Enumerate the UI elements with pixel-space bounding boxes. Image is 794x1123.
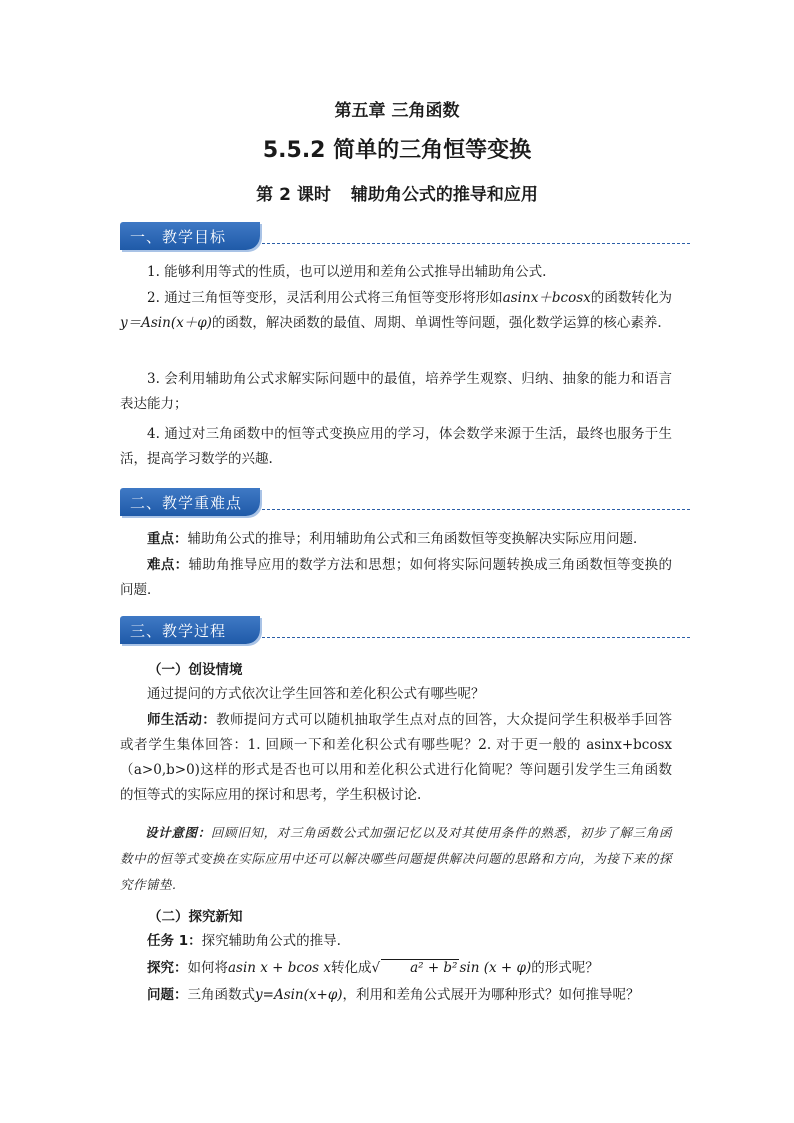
task-1	[120, 929, 672, 954]
section-header-keypoints	[120, 488, 690, 518]
chapter-title: 第五章 三角函数	[334, 101, 460, 121]
section-banner	[120, 616, 260, 644]
key-point	[120, 527, 672, 552]
activity-text: 教师提问方式可以随机抽取学生点对点的回答，大众提问学生积极举手回答或者学生集体回答：1. 回顾一下和差化积公式有哪些呢？2. 对于更一般的 asinx+bcosx（a>0,b>0)这样的形式是否也可以用和差化积公式进行化简呢？等问题引发学生三角函数的恒等式的实际应用的探讨和思考，学生积极讨论.	[120, 712, 673, 803]
goal-2-text-a: 2. 通过三角恒等变形，灵活利用公式将三角恒等变形将形如	[147, 290, 503, 306]
explore-label: 探究：	[147, 960, 188, 976]
key-point-text: 辅助角公式的推导；利用辅助角公式和三角函数恒等变换解决实际应用问题．	[187, 531, 647, 547]
task-label: 任务 1：	[147, 933, 202, 949]
difficult-point-label: 难点：	[147, 557, 189, 573]
explore-formula-1: asin x + bcos x	[228, 960, 331, 976]
goal-2-text-c: 的函数，解决函数的最值、周期、单调性等问题，强化数学运算的核心素养.	[211, 315, 662, 331]
dashed-divider	[262, 243, 690, 244]
goal-2-formula-2: y＝Asin(x＋φ)	[120, 315, 212, 331]
subsection-scenario: （一）创设情境	[148, 662, 243, 678]
question-label: 问题：	[147, 987, 188, 1003]
lesson-topic: 辅助角公式的推导和应用	[350, 185, 538, 205]
goal-4: 4. 通过对三角函数中的恒等式变换应用的学习，体会数学来源于生活，最终也服务于生活，提高学习数学的兴趣.	[120, 426, 672, 467]
scenario-question: 通过提问的方式依次让学生回答和差化积公式有哪些呢？	[147, 686, 485, 702]
explore-text-a: 如何将	[187, 960, 228, 976]
goal-3: 3. 会利用辅助角公式求解实际问题中的最值，培养学生观察、归纳、抽象的能力和语言表达能力；	[120, 371, 672, 412]
question-text-a: 三角函数式	[187, 987, 255, 1003]
dashed-divider	[262, 509, 690, 510]
goal-2	[120, 286, 672, 336]
section-label: 二、教学重难点	[130, 494, 243, 512]
question-formula: y=Asin(x+φ)	[255, 987, 343, 1003]
question	[120, 983, 672, 1008]
sqrt-radicand: a² + b²	[381, 959, 459, 976]
goal-2-formula-1: asinx＋bcosx	[502, 290, 591, 306]
design-intent-text: 回顾旧知，对三角函数公式加强记忆以及对其使用条件的熟悉，初步了解三角函数中的恒等式变换在实际应用中还可以解决哪些问题提供解决问题的思路和方向，为接下来的探究作铺垫.	[120, 825, 672, 892]
explore	[120, 956, 672, 981]
section-banner	[120, 222, 260, 250]
sqrt-sign: √	[371, 960, 381, 976]
explore-formula-2: sin (x + φ)	[459, 960, 532, 976]
lesson-number: 第 2 课时	[256, 185, 331, 205]
design-intent-label: 设计意图：	[145, 825, 211, 840]
dashed-divider	[262, 637, 690, 638]
explore-text-b: 转化成	[330, 960, 372, 976]
subsection-explore: （二）探究新知	[148, 909, 243, 925]
difficult-point-text: 辅助角推导应用的数学方法和思想；如何将实际问题转换成三角函数恒等变换的问题．	[120, 557, 673, 598]
section-title: 5.5.2 简单的三角恒等变换	[262, 138, 532, 163]
section-banner	[120, 488, 260, 516]
explore-text-c: 的形式呢？	[531, 960, 599, 976]
lesson-title	[0, 180, 794, 205]
difficult-point	[120, 553, 672, 603]
key-point-label: 重点：	[147, 531, 188, 547]
section-header-process	[120, 616, 690, 646]
activity-label: 师生活动：	[147, 712, 217, 728]
goal-2-text-b: 的函数转化为	[590, 290, 673, 306]
section-label: 一、教学目标	[130, 228, 227, 246]
teacher-student-activity	[120, 708, 672, 808]
design-intent	[120, 820, 672, 898]
section-label: 三、教学过程	[130, 622, 227, 640]
goal-1: 1. 能够利用等式的性质，也可以逆用和差角公式推导出辅助角公式.	[147, 264, 547, 280]
task-text: 探究辅助角公式的推导.	[201, 933, 341, 949]
question-text-b: ，利用和差角公式展开为哪种形式？如何推导呢？	[342, 987, 640, 1003]
section-header-goals	[120, 222, 690, 252]
